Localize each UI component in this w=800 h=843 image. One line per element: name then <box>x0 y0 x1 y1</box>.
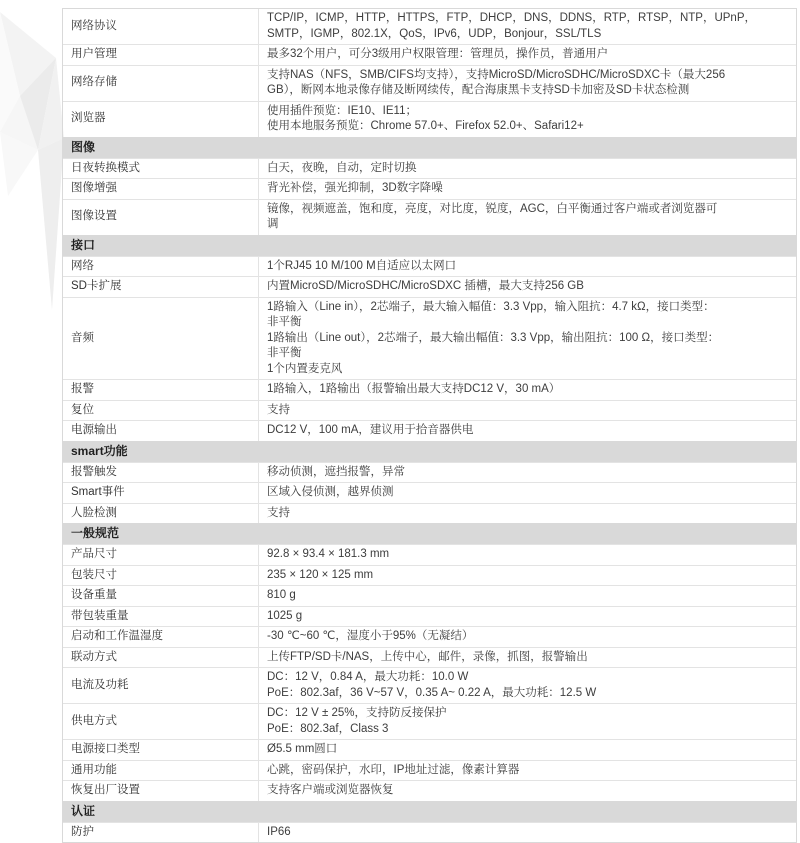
spec-label: 图像增强 <box>63 179 259 199</box>
spec-value-line: 235 × 120 × 125 mm <box>267 568 374 581</box>
spec-value <box>259 504 796 524</box>
section-header: 一般规范 <box>63 523 796 544</box>
spec-value <box>259 545 796 565</box>
table-row <box>63 565 796 586</box>
spec-value-line: 调 <box>267 218 279 230</box>
table-row <box>63 400 796 421</box>
spec-value <box>259 200 796 235</box>
spec-value-line: 支持客户端或浏览器恢复 <box>267 784 394 796</box>
table-row <box>63 667 796 703</box>
table-row <box>63 626 796 647</box>
spec-value <box>259 781 796 801</box>
spec-label: 带包装重量 <box>63 607 259 627</box>
table-row <box>63 379 796 400</box>
spec-label: 日夜转换模式 <box>63 159 259 179</box>
spec-value-line: 使用本地服务预览：Chrome 57.0+、Firefox 52.0+、Safari12+ <box>267 120 584 132</box>
spec-value-line: GB），断网本地录像存储及断网续传，配合海康黑卡支持SD卡加密及SD卡状态检测 <box>267 84 690 96</box>
spec-table <box>62 8 797 843</box>
spec-value <box>259 179 796 199</box>
table-row <box>63 544 796 565</box>
spec-value <box>259 380 796 400</box>
table-row <box>63 585 796 606</box>
table-row <box>63 101 796 137</box>
spec-label: 网络 <box>63 257 259 277</box>
spec-label: 防护 <box>63 823 259 843</box>
table-row <box>63 65 796 101</box>
spec-value <box>259 463 796 483</box>
table-row <box>63 276 796 297</box>
spec-value-line: 使用插件预览：IE10、IE11； <box>267 104 417 117</box>
table-row <box>63 158 796 179</box>
spec-value <box>259 45 796 65</box>
spec-value <box>259 66 796 101</box>
spec-label: 包装尺寸 <box>63 566 259 586</box>
spec-value-line: 1路输出（Line out），2芯端子，最大输出幅值：3.3 Vpp，输出阻抗：100 Ω，接口类型： <box>267 331 720 344</box>
spec-value-line: 1025 g <box>267 609 303 622</box>
spec-value-line: 1路输入（Line in），2芯端子，最大输入幅值：3.3 Vpp，输入阻抗：4.7 kΩ，接口类型： <box>267 300 715 313</box>
spec-label: 网络协议 <box>63 9 259 44</box>
spec-label: 电源输出 <box>63 421 259 441</box>
spec-value-line: 1路输入，1路输出（报警输出最大支持DC12 V，30 mA） <box>267 383 561 395</box>
spec-label: 通用功能 <box>63 761 259 781</box>
spec-label: 报警 <box>63 380 259 400</box>
spec-value-line: 支持NAS（NFS，SMB/CIFS均支持），支持MicroSD/MicroSDHC/MicroSDXC卡（最大256 <box>267 68 726 81</box>
spec-value <box>259 102 796 137</box>
spec-label: SD卡扩展 <box>63 277 259 297</box>
table-row <box>63 482 796 503</box>
spec-label: 产品尺寸 <box>63 545 259 565</box>
spec-value <box>259 823 796 843</box>
spec-value-line: 非平衡 <box>267 347 302 359</box>
spec-label: 恢复出厂设置 <box>63 781 259 801</box>
spec-value-line: 1个内置麦克风 <box>267 362 343 375</box>
spec-value-line: Ø5.5 mm圆口 <box>267 743 338 755</box>
spec-value-line: 镜像，视频遮盖，饱和度，亮度，对比度，锐度，AGC，白平衡通过客户端或者浏览器可 <box>267 202 718 215</box>
table-row <box>63 44 796 65</box>
section-header: 接口 <box>63 235 796 256</box>
table-row <box>63 297 796 380</box>
section-header: 认证 <box>63 801 796 822</box>
table-row <box>63 703 796 739</box>
table-row <box>63 420 796 441</box>
spec-value-line: DC：12 V ± 25%，支持防反接保护 <box>267 707 447 719</box>
spec-value <box>259 298 796 380</box>
spec-value-line: 上传FTP/SD卡/NAS，上传中心，邮件，录像，抓图，报警输出 <box>267 650 588 663</box>
spec-value-line: 区域入侵侦测，越界侦测 <box>267 486 394 498</box>
spec-label: 启动和工作温湿度 <box>63 627 259 647</box>
table-row <box>63 647 796 668</box>
spec-label: 电流及功耗 <box>63 668 259 703</box>
table-row <box>63 503 796 524</box>
spec-value-line: 内置MicroSD/MicroSDHC/MicroSDXC 插槽，最大支持256 GB <box>267 280 584 292</box>
spec-label: 网络存储 <box>63 66 259 101</box>
spec-label: 电源接口类型 <box>63 740 259 760</box>
section-header: 图像 <box>63 137 796 158</box>
spec-value-line: 最多32个用户，可分3级用户权限管理：管理员，操作员，普通用户 <box>267 48 609 60</box>
spec-value <box>259 257 796 277</box>
spec-value-line: 背光补偿，强光抑制，3D数字降噪 <box>267 182 443 194</box>
spec-value-line: DC：12 V，0.84 A，最大功耗：10.0 W <box>267 671 469 683</box>
spec-label: 浏览器 <box>63 102 259 137</box>
spec-value <box>259 627 796 647</box>
spec-value <box>259 277 796 297</box>
spec-value <box>259 648 796 668</box>
spec-value-line: TCP/IP，ICMP，HTTP，HTTPS，FTP，DHCP，DNS，DDNS，RTP，RTSP，NTP，UPnP， <box>267 12 756 24</box>
spec-value <box>259 566 796 586</box>
spec-value-line: 心跳，密码保护，水印，IP地址过滤，像素计算器 <box>267 763 520 776</box>
spec-value <box>259 421 796 441</box>
spec-value <box>259 761 796 781</box>
spec-value-line: 移动侦测，遮挡报警，异常 <box>267 465 405 478</box>
spec-label: Smart事件 <box>63 483 259 503</box>
spec-value <box>259 483 796 503</box>
table-row <box>63 739 796 760</box>
spec-label: 人脸检测 <box>63 504 259 524</box>
spec-label: 设备重量 <box>63 586 259 606</box>
spec-label: 图像设置 <box>63 200 259 235</box>
spec-value-line: 1个RJ45 10 M/100 M自适应以太网口 <box>267 259 457 272</box>
spec-label: 音频 <box>63 298 259 380</box>
spec-value-line: 92.8 × 93.4 × 181.3 mm <box>267 548 390 560</box>
spec-value-line: IP66 <box>267 825 291 838</box>
spec-value-line: 支持 <box>267 403 290 416</box>
table-row <box>63 462 796 483</box>
spec-label: 复位 <box>63 401 259 421</box>
spec-value <box>259 704 796 739</box>
table-row <box>63 606 796 627</box>
spec-value <box>259 740 796 760</box>
spec-value <box>259 586 796 606</box>
spec-value-line: PoE：802.3af，36 V~57 V，0.35 A~ 0.22 A，最大功耗：12.5 W <box>267 686 597 699</box>
spec-value <box>259 607 796 627</box>
spec-value-line: SMTP，IGMP，802.1X，QoS，IPv6，UDP，Bonjour，SSL/TLS <box>267 27 602 40</box>
section-header: smart功能 <box>63 441 796 462</box>
table-row <box>63 256 796 277</box>
spec-value <box>259 668 796 703</box>
spec-value-line: 非平衡 <box>267 316 302 328</box>
spec-value-line: 810 g <box>267 589 296 601</box>
spec-value <box>259 401 796 421</box>
spec-value-line: -30 ℃~60 ℃，湿度小于95%（无凝结） <box>267 630 474 642</box>
table-row <box>63 760 796 781</box>
spec-label: 联动方式 <box>63 648 259 668</box>
spec-value <box>259 9 796 44</box>
spec-label: 供电方式 <box>63 704 259 739</box>
table-row <box>63 9 796 44</box>
table-row <box>63 822 796 843</box>
spec-value-line: PoE：802.3af，Class 3 <box>267 722 389 735</box>
spec-value <box>259 159 796 179</box>
table-row <box>63 199 796 235</box>
spec-label: 报警触发 <box>63 463 259 483</box>
spec-label: 用户管理 <box>63 45 259 65</box>
spec-value-line: DC12 V，100 mA，建议用于拾音器供电 <box>267 424 474 436</box>
table-row <box>63 178 796 199</box>
spec-value-line: 支持 <box>267 506 290 519</box>
spec-value-line: 白天，夜晚，自动，定时切换 <box>267 161 417 174</box>
table-row <box>63 780 796 801</box>
